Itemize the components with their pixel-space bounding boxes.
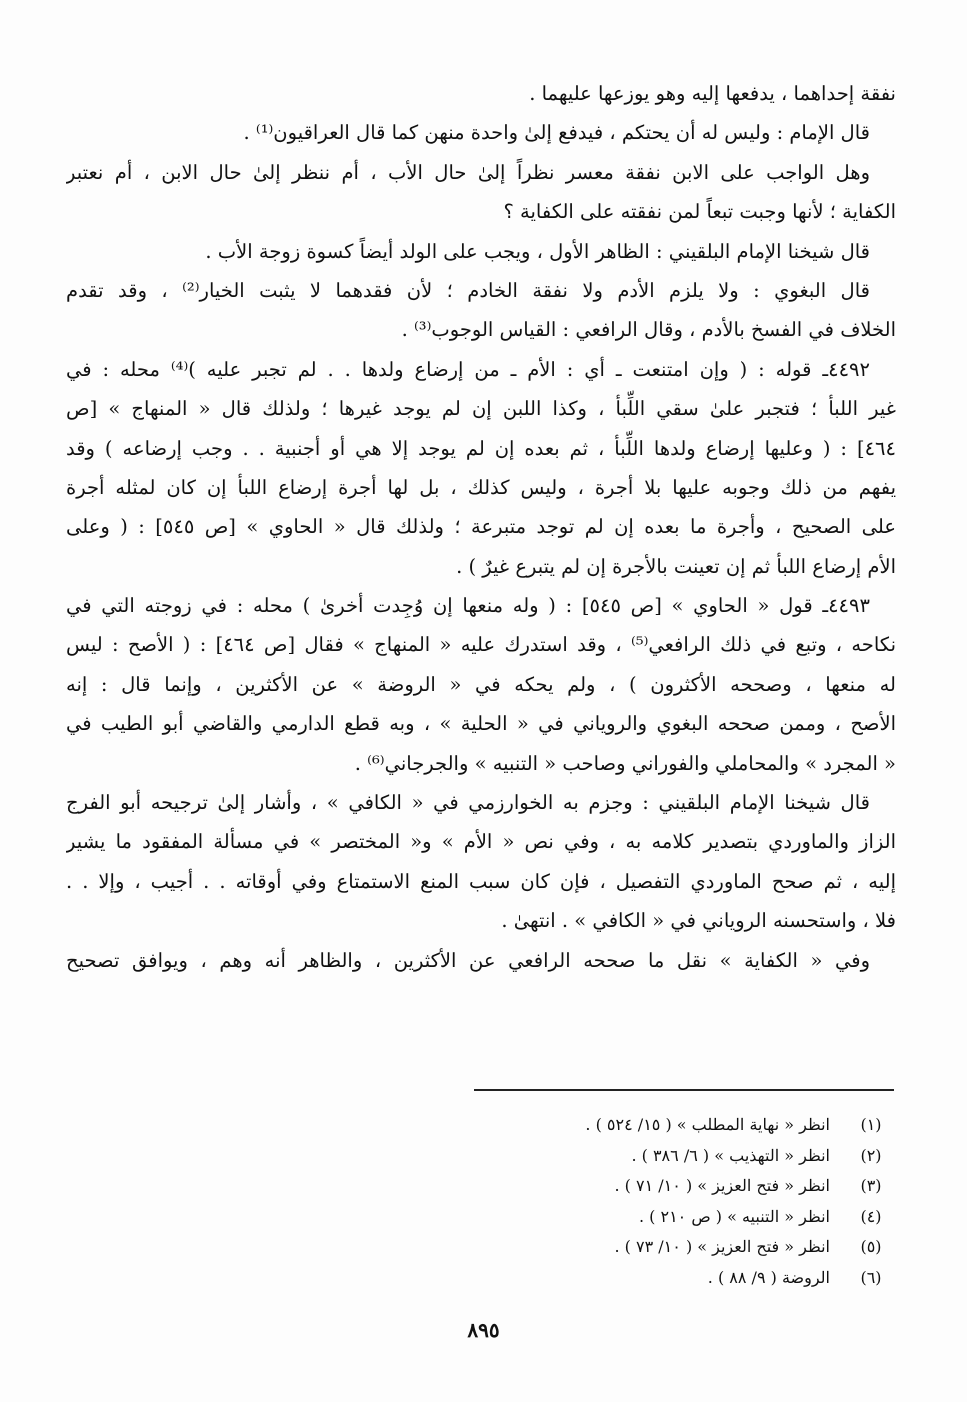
footnote-separator bbox=[474, 1089, 894, 1091]
footnote bbox=[360, 1232, 886, 1263]
text-line: إليه ، ثم صحح الماوردي التفصيل ، فإن كان سبب المنع الاستمتاع وفي أوقاته . . أجيب ، وإلا . . bbox=[66, 869, 896, 893]
text-line: ٤٤٩٣ـ قول « الحاوي » [ص ٥٤٥] : ( وله منعها إن وُجِدت أخرىٰ ) محله : في زوجته التي في bbox=[66, 594, 870, 618]
main-text bbox=[66, 74, 896, 980]
text-line: الزاز والماوردي بتصدير كلامه به ، وفي نص « الأم » و« المختصر » في مسألة المفقود ما يشير bbox=[66, 830, 896, 854]
footnote-number: (٢) bbox=[860, 1145, 882, 1165]
text-line: الأم إرضاع اللبأ ثم إن تعينت بالأجرة إن لم يتبرع غيرٌ ) . bbox=[456, 554, 896, 578]
text-line: فلا ، واستحسنه الروياني في « الكافي » . انتهىٰ . bbox=[501, 909, 896, 933]
footnote-text: انظر « التنبيه » ( ص ٢١٠ ) . bbox=[638, 1206, 830, 1226]
footnote-number: (١) bbox=[860, 1115, 882, 1134]
text-line: على الصحيح ، وأجرة ما بعده إن لم توجد متبرعة ؛ ولذلك قال « الحاوي » [ص ٥٤٥] : ( وعلى bbox=[66, 515, 896, 539]
text-line: نفقة إحداهما ، يدفعها إليه وهو يوزعها عليهما . bbox=[529, 82, 896, 105]
footnote-text: انظر « التهذيب » ( ٦/ ٣٨٦ ) . bbox=[631, 1145, 830, 1165]
text-line: قال شيخنا الإمام البلقيني : الظاهر الأول ، ويجب على الولد أيضاً كسوة زوجة الأب . bbox=[205, 239, 870, 263]
text-line: ٤٦٤] : ( وعليها إرضاع ولدها اللِّبأ ، ثم بعده إن لم يوجد إلا هي أو أجنبية . . وجب إرضاعه ) وقد bbox=[66, 436, 896, 460]
text-line: نكاحه ، وتبع في ذلك الرافعي⁽⁵⁾ ، وقد استدرك عليه « المنهاج » فقال [ص ٤٦٤] : ( الأصح : ليس bbox=[66, 633, 896, 657]
text-line: قال شيخنا الإمام البلقيني : وجزم به الخوارزمي في « الكافي » ، وأشار إلىٰ ترجيحه أبو الفرج bbox=[66, 791, 870, 815]
text-line: يفهم من ذلك وجوبه عليها بلا أجرة ، وليس كذلك ، بل لها أجرة إرضاع اللبأ إن كان لمثله أجرة bbox=[66, 475, 896, 499]
text-line: « المجرد » والمحاملي والفوراني وصاحب « التنبيه » والجرجاني⁽⁶⁾ . bbox=[354, 751, 896, 775]
footnote bbox=[360, 1141, 886, 1172]
footnote-text: انظر « فتح العزيز » ( ١٠/ ٧٣ ) . bbox=[614, 1237, 830, 1256]
footnote-number: (٣) bbox=[860, 1176, 882, 1195]
footnote bbox=[360, 1202, 886, 1233]
text-line: وفي « الكفاية » نقل ما صححه الرافعي عن الأكثرين ، والظاهر أنه وهم ، ويوافق تصحيح bbox=[66, 948, 870, 972]
text-line: وهل الواجب على الابن نفقة معسر نظراً إلىٰ حال الأب ، أم ننظر إلىٰ حال الابن ، أم نعتبر bbox=[66, 160, 870, 184]
text-line: له منعها ، وصححه الأكثرون ) ، ولم يحكه في « الروضة » عن الأكثرين ، وإنما قال : إنه bbox=[66, 672, 896, 696]
text-line: الأصح ، وممن صححه البغوي والروياني في « الحلية » ، وبه قطع الدارمي والقاضي أبو الطيب في bbox=[66, 712, 896, 736]
text-line: غير اللبأ ؛ فتجبر علىٰ سقي اللِّبأ ، وكذا اللبن إن لم يوجد غيرها ؛ ولذلك قال « المنهاج » [ص bbox=[66, 397, 896, 421]
text-line: قال الإمام : وليس له أن يحتكم ، فيدفع إلىٰ واحدة منهن كما قال العراقيون⁽¹⁾ . bbox=[243, 121, 870, 145]
footnote-number: (٥) bbox=[860, 1237, 882, 1256]
text-line: ٤٤٩٢ـ قوله : ( وإن امتنعت ـ أي : الأم ـ من إرضاع ولدها . . لم تجبر عليه )⁽⁴⁾ محله : في bbox=[66, 357, 870, 381]
footnote-text: الروضة ( ٩/ ٨٨ ) . bbox=[707, 1267, 830, 1287]
text-line: قال البغوي : ولا يلزم الأدم ولا نفقة الخادم ؛ لأن فقدهما لا يثبت الخيار⁽²⁾ ، وقد تقدم bbox=[66, 278, 870, 302]
footnote bbox=[360, 1110, 886, 1141]
page-number: ٨٩٥ bbox=[467, 1318, 500, 1342]
footnote bbox=[360, 1263, 886, 1294]
footnote-number: (٦) bbox=[860, 1267, 882, 1287]
text-line: الكفاية ؛ لأنها وجبت تبعاً لمن نفقته على الكفاية ؟ bbox=[503, 200, 896, 224]
footnote-text: انظر « نهاية المطلب » ( ١٥/ ٥٢٤ ) . bbox=[585, 1115, 830, 1134]
footnote bbox=[360, 1171, 886, 1202]
footnote-text: انظر « فتح العزيز » ( ١٠/ ٧١ ) . bbox=[614, 1176, 830, 1195]
text-line: الخلاف في الفسخ بالأدم ، وقال الرافعي : القياس الوجوب⁽³⁾ . bbox=[401, 318, 896, 342]
footnote-number: (٤) bbox=[860, 1206, 882, 1226]
footnotes bbox=[360, 1110, 886, 1293]
